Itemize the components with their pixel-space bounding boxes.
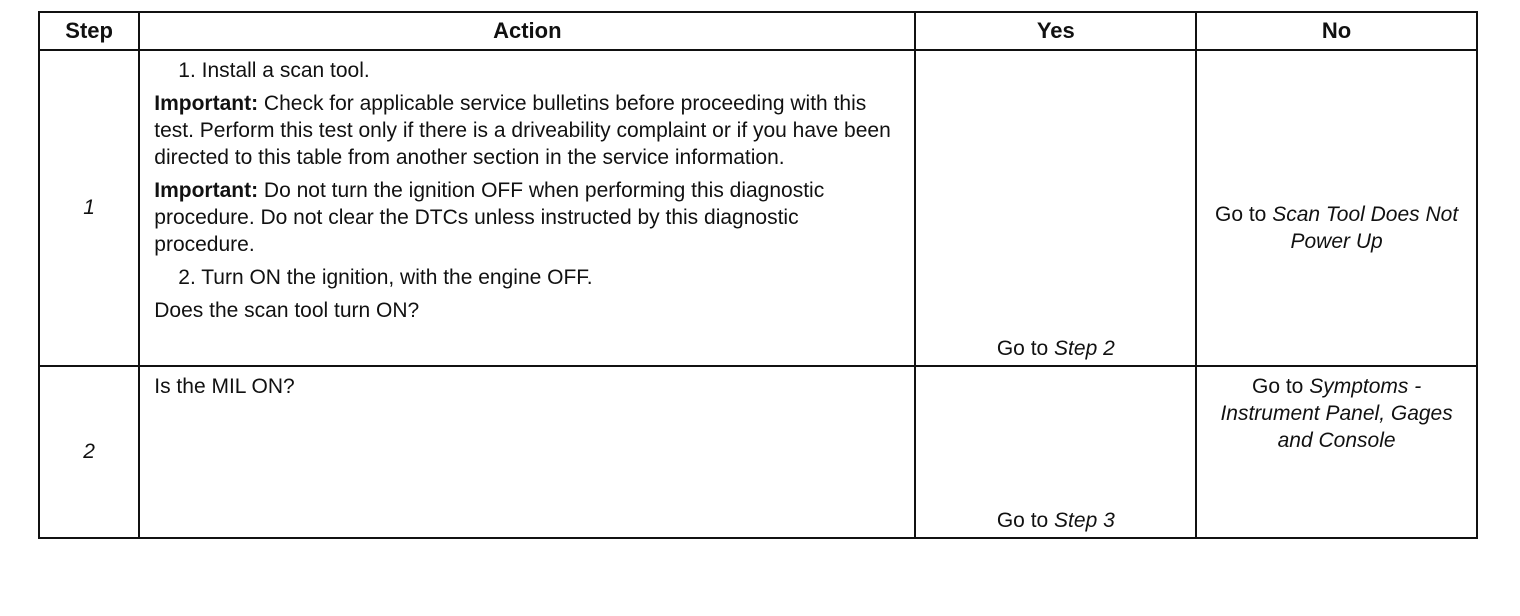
action-cell xyxy=(139,50,915,366)
yes-link[interactable]: Step 2 xyxy=(1054,337,1115,360)
header-no: No xyxy=(1196,12,1477,50)
diagnostic-table xyxy=(38,11,1478,539)
table-row xyxy=(39,50,1477,366)
action-cell xyxy=(139,366,915,538)
header-yes: Yes xyxy=(915,12,1196,50)
table-row xyxy=(39,366,1477,538)
no-link[interactable]: Symptoms - Instrument Panel, Gages and Console xyxy=(1220,375,1453,452)
important-text: Check for applicable service bulletins before proceeding with this test. Perform this test only if there is a driveability complaint or if you have been directed to this table from another section in the service information. xyxy=(154,92,891,169)
yes-result: Go to Step 3 xyxy=(996,509,1115,532)
yes-cell xyxy=(915,366,1196,538)
step-number: 1 xyxy=(39,50,139,366)
important-note xyxy=(154,90,902,171)
no-link[interactable]: Scan Tool Does Not Power Up xyxy=(1272,203,1459,253)
no-result: Go to Scan Tool Does Not Power Up xyxy=(1214,203,1459,253)
yes-cell xyxy=(915,50,1196,366)
important-label: Important: xyxy=(154,92,259,115)
step-number: 2 xyxy=(39,366,139,538)
important-text: Do not turn the ignition OFF when performing this diagnostic procedure. Do not clear the DTCs unless instructed by this diagnostic procedure. xyxy=(154,179,825,256)
yes-result: Go to Step 2 xyxy=(996,337,1115,360)
action-question: Does the scan tool turn ON? xyxy=(154,299,420,322)
header-action: Action xyxy=(139,12,915,50)
important-label: Important: xyxy=(154,179,259,202)
no-cell xyxy=(1196,366,1477,538)
action-instruction: 2. Turn ON the ignition, with the engine OFF. xyxy=(178,266,593,289)
action-instruction: 1. Install a scan tool. xyxy=(178,59,370,82)
no-cell xyxy=(1196,50,1477,366)
important-note xyxy=(154,177,902,258)
no-result: Go to Symptoms - Instrument Panel, Gages and Console xyxy=(1220,375,1453,452)
header-step: Step xyxy=(39,12,139,50)
header-row xyxy=(39,12,1477,50)
yes-link[interactable]: Step 3 xyxy=(1054,509,1115,532)
action-question: Is the MIL ON? xyxy=(154,375,295,398)
